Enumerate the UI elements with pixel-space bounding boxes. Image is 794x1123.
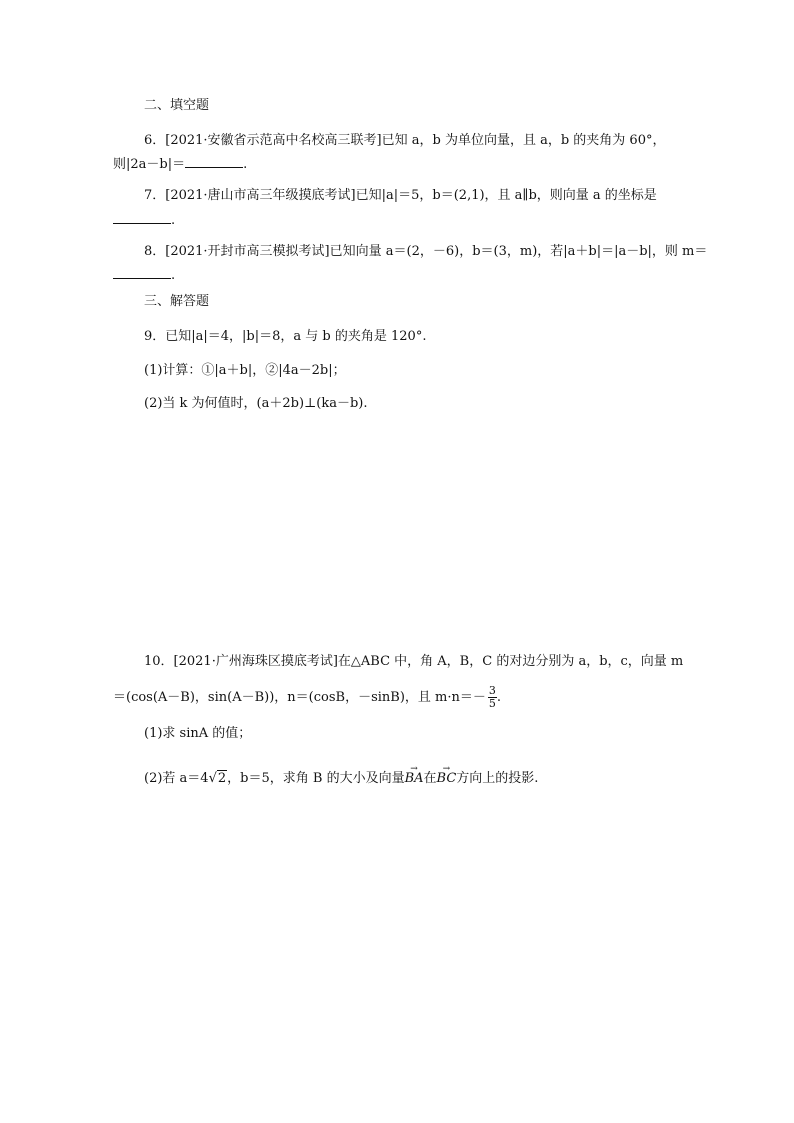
- vector-ba: → BA: [405, 770, 424, 788]
- q6-line2-end: .: [243, 157, 248, 172]
- vector-bc: → BC: [437, 770, 457, 788]
- q10-part2-c: 在: [423, 771, 437, 786]
- q6-line2: [113, 155, 247, 174]
- q10-line2: [113, 685, 501, 710]
- q6-line2-text: 则|2a－b|＝: [113, 157, 186, 172]
- sqrt-radicand: 2: [217, 771, 227, 786]
- q6-line1: 6．[2021·安徽省示范高中名校高三联考]已知 a，b 为单位向量，且 a，b 的夹角为 60°，: [144, 133, 666, 148]
- q10-part2: [144, 770, 538, 788]
- q9-stem: 9．已知|a|＝4，|b|＝8，a 与 b 的夹角是 120°.: [144, 329, 427, 344]
- q10-line2-text: ＝(cos(A－B)，sin(A－B))，n＝(cosB，－sinB)，且 m·n＝－: [113, 690, 486, 705]
- q10-fraction: [488, 685, 497, 710]
- q8-line2-end: .: [171, 268, 176, 283]
- q10-fraction-numerator: 3: [488, 684, 496, 697]
- q10-line2-end: .: [496, 690, 502, 705]
- q9-part1: (1)计算：①|a＋b|，②|4a－2b|；: [144, 363, 346, 378]
- q7-line2: [113, 211, 175, 230]
- q7-line1: 7．[2021·唐山市高三年级摸底考试]已知|a|＝5，b＝(2,1)，且 a∥b，则向量 a 的坐标是: [144, 188, 657, 203]
- q10-part2-b: ，b＝5，求角 B 的大小及向量: [227, 771, 405, 786]
- q10-line1: 10．[2021·广州海珠区摸底考试]在△ABC 中，角 A，B，C 的对边分别为 a，b，c，向量 m: [144, 654, 684, 669]
- q6-answer-blank: [185, 155, 243, 168]
- q8-answer-blank: [113, 266, 171, 279]
- q7-line2-end: .: [171, 213, 176, 228]
- q9-part2: (2)当 k 为何值时，(a＋2b)⊥(ka－b).: [144, 396, 368, 411]
- q8-line1: 8．[2021·开封市高三模拟考试]已知向量 a＝(2，－6)，b＝(3，m)，若|a＋b|＝|a－b|，则 m＝: [144, 244, 708, 259]
- section-heading-fill-in: 二、填空题: [144, 98, 210, 113]
- sqrt-symbol: √2: [208, 771, 227, 786]
- q10-part2-d: 方向上的投影.: [456, 771, 539, 786]
- q10-part1: (1)求 sinA 的值；: [144, 726, 252, 741]
- q8-line2: [113, 266, 175, 285]
- q7-answer-blank: [113, 211, 171, 224]
- q10-fraction-denominator: 5: [488, 697, 496, 710]
- q10-part2-a: (2)若 a＝4: [144, 771, 209, 786]
- section-heading-solve: 三、解答题: [144, 294, 210, 309]
